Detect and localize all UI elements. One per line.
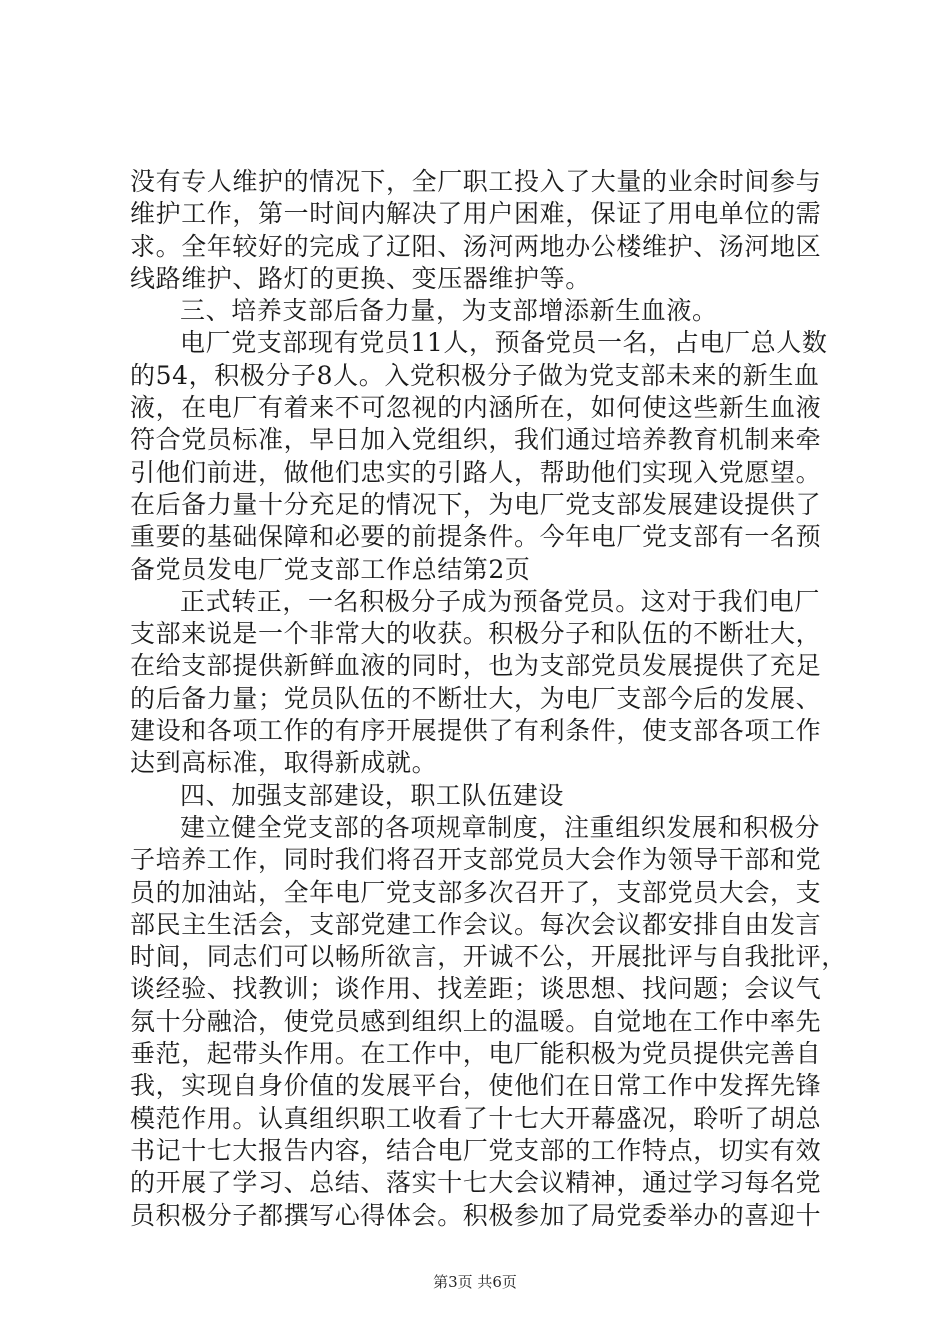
text-line: 员积极分子都撰写心得体会。积极参加了局党委举办的喜迎十 [130, 1200, 822, 1230]
document-body [130, 166, 847, 1232]
text-line: 符合党员标准，早日加入党组织，我们通过培养教育机制来牵 [130, 425, 822, 455]
text-line: 电厂党支部现有党员11人，预备党员一名，占电厂总人数 [180, 328, 828, 358]
text-line: 备党员发电厂党支部工作总结第2页 [130, 554, 531, 584]
text-line: 求。全年较好的完成了辽阳、汤河两地办公楼维护、汤河地区 [130, 231, 822, 261]
text-line: 正式转正，一名积极分子成为预备党员。这对于我们电厂 [180, 586, 821, 616]
text-line: 重要的基础保障和必要的前提条件。今年电厂党支部有一名预 [130, 522, 822, 552]
text-line: 谈经验、找教训；谈作用、找差距；谈思想、找问题；会议气 [130, 974, 822, 1004]
text-line: 液，在电厂有着来不可忽视的内涵所在，如何使这些新生血液 [130, 393, 822, 423]
text-line: 我，实现自身价值的发展平台，使他们在日常工作中发挥先锋 [130, 1071, 822, 1101]
text-line: 维护工作，第一时间内解决了用户困难，保证了用电单位的需 [130, 199, 822, 229]
page-number-footer: 第3页 共6页 [433, 1273, 517, 1291]
text-line: 的开展了学习、总结、落实十七大会议精神，通过学习每名党 [130, 1168, 822, 1198]
text-line: 达到高标准，取得新成就。 [130, 748, 438, 778]
text-line: 子培养工作，同时我们将召开支部党员大会作为领导干部和党 [130, 845, 822, 875]
text-line: 员的加油站，全年电厂党支部多次召开了，支部党员大会，支 [130, 877, 822, 907]
text-line: 线路维护、路灯的更换、变压器维护等。 [130, 263, 591, 293]
section-heading-3: 三、培养支部后备力量，为支部增添新生血液。 [180, 296, 718, 326]
text-line: 垂范，起带头作用。在工作中，电厂能积极为党员提供完善自 [130, 1039, 822, 1069]
text-line: 书记十七大报告内容，结合电厂党支部的工作特点，切实有效 [130, 1135, 822, 1165]
section-heading-4: 四、加强支部建设，职工队伍建设 [180, 780, 565, 810]
text-line: 建立健全党支部的各项规章制度，注重组织发展和积极分 [180, 812, 821, 842]
text-line: 在后备力量十分充足的情况下，为电厂党支部发展建设提供了 [130, 489, 822, 519]
text-line: 的后备力量；党员队伍的不断壮大，为电厂支部今后的发展、 [130, 683, 822, 713]
text-line: 引他们前进，做他们忠实的引路人，帮助他们实现入党愿望。 [130, 457, 822, 487]
text-line: 时间，同志们可以畅所欲言，开诚不公，开展批评与自我批评， [130, 942, 847, 972]
text-line: 在给支部提供新鲜血液的同时，也为支部党员发展提供了充足 [130, 651, 822, 681]
text-line: 支部来说是一个非常大的收获。积极分子和队伍的不断壮大， [130, 619, 822, 649]
text-line: 的54，积极分子8人。入党积极分子做为党支部未来的新生血 [130, 360, 820, 390]
text-line: 部民主生活会，支部党建工作会议。每次会议都安排自由发言 [130, 909, 822, 939]
text-line: 没有专人维护的情况下，全厂职工投入了大量的业余时间参与 [130, 167, 822, 196]
text-line: 氛十分融洽，使党员感到组织上的温暖。自觉地在工作中率先 [130, 1006, 822, 1036]
text-line: 模范作用。认真组织职工收看了十七大开幕盛况，聆听了胡总 [130, 1103, 822, 1133]
text-line: 建设和各项工作的有序开展提供了有利条件，使支部各项工作 [130, 716, 822, 746]
